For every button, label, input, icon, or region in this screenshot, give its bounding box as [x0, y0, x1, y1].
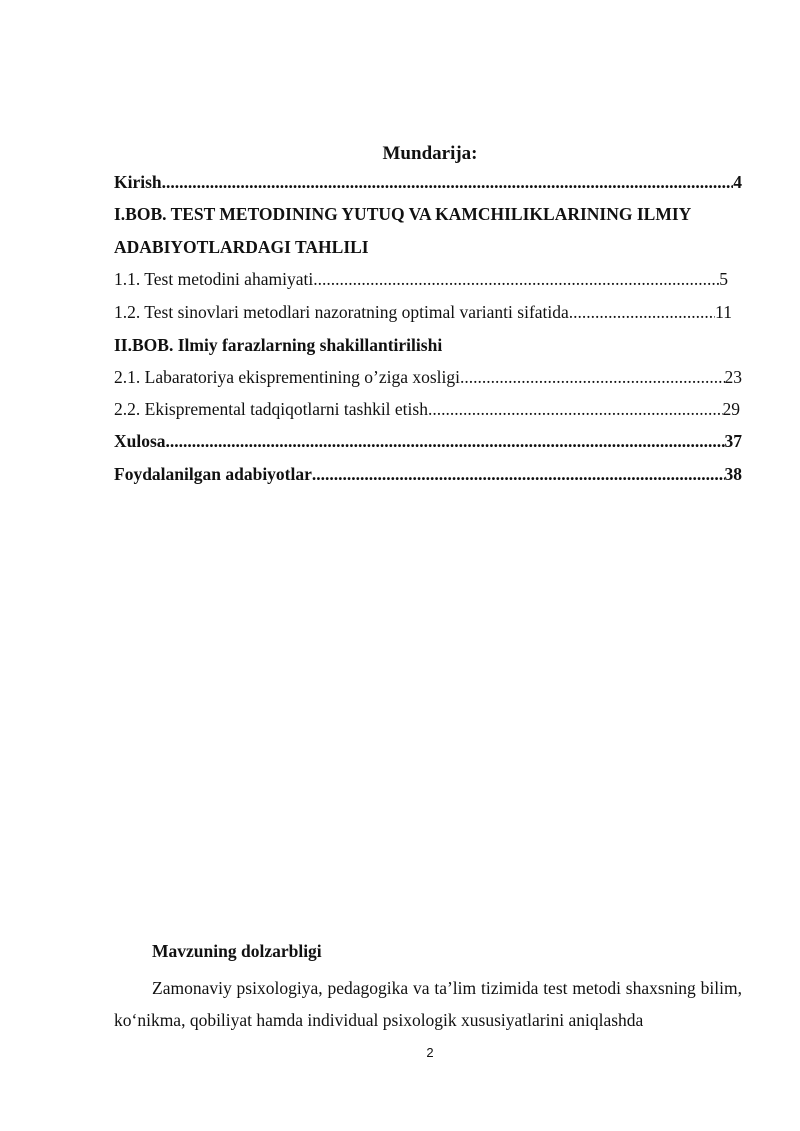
toc-entry-page: 4: [733, 172, 742, 192]
toc-entry-label: 1.1. Test metodini ahamiyati: [114, 269, 314, 289]
toc-entry-page: 29: [722, 399, 740, 419]
toc-leader-dots: [313, 269, 719, 290]
toc-leader-dots: [166, 431, 725, 452]
toc-entry-label: 2.1. Labaratoriya ekisprementining o’ziga xosligi: [114, 367, 461, 387]
toc-leader-dots: [312, 464, 725, 485]
toc-entry-2-2[interactable]: [114, 399, 740, 420]
toc-entry-label: Xulosa: [114, 431, 166, 451]
toc-leader-dots: [569, 302, 715, 323]
toc-chapter-1-line-1[interactable]: I.BOB. TEST METODINING YUTUQ VA KAMCHILIKLARINING ILMIY: [114, 204, 692, 224]
toc-chapter-1-line-2[interactable]: ADABIYOTLARDAGI TAHLILI: [114, 237, 369, 257]
toc-entry-label: 1.2. Test sinovlari metodlari nazoratning optimal varianti sifatida: [114, 302, 569, 322]
toc-entry-page: 37: [724, 431, 742, 451]
toc-entry-label: Kirish: [114, 172, 162, 192]
toc-entry-label: 2.2. Ekispremental tadqiqotlarni tashkil etish: [114, 399, 428, 419]
toc-entry-label: Foydalanilgan adabiyotlar: [114, 464, 312, 484]
toc-entry-page: 23: [724, 367, 742, 387]
toc-entry-foydalanilgan-adabiyotlar[interactable]: [114, 464, 742, 485]
section-title: Mavzuning dolzarbligi: [152, 941, 322, 961]
toc-entry-1-2[interactable]: [114, 302, 732, 323]
toc-entry-page: 38: [724, 464, 742, 484]
toc-entry-xulosa[interactable]: [114, 431, 742, 452]
toc-title: Mundarija:: [382, 143, 478, 164]
toc-leader-dots: [460, 367, 724, 388]
toc-entry-kirish[interactable]: [114, 172, 742, 193]
toc-entry-1-1[interactable]: [114, 269, 728, 290]
toc-entry-page: 5: [719, 269, 728, 289]
page-number: 2: [426, 1045, 434, 1060]
toc-leader-dots: [162, 172, 734, 193]
toc-entry-2-1[interactable]: [114, 367, 742, 388]
toc-leader-dots: [428, 399, 723, 420]
toc-entry-page: 11: [715, 302, 732, 322]
toc-chapter-2[interactable]: II.BOB. Ilmiy farazlarning shakillantirilishi: [114, 335, 443, 355]
body-paragraph: Zamonaviy psixologiya, pedagogika va ta’lim tizimida test metodi shaxsning bilim, ko‘nikma, qobiliyat hamda individual psixologik xususiyatlarini aniqlashda: [114, 978, 742, 1030]
